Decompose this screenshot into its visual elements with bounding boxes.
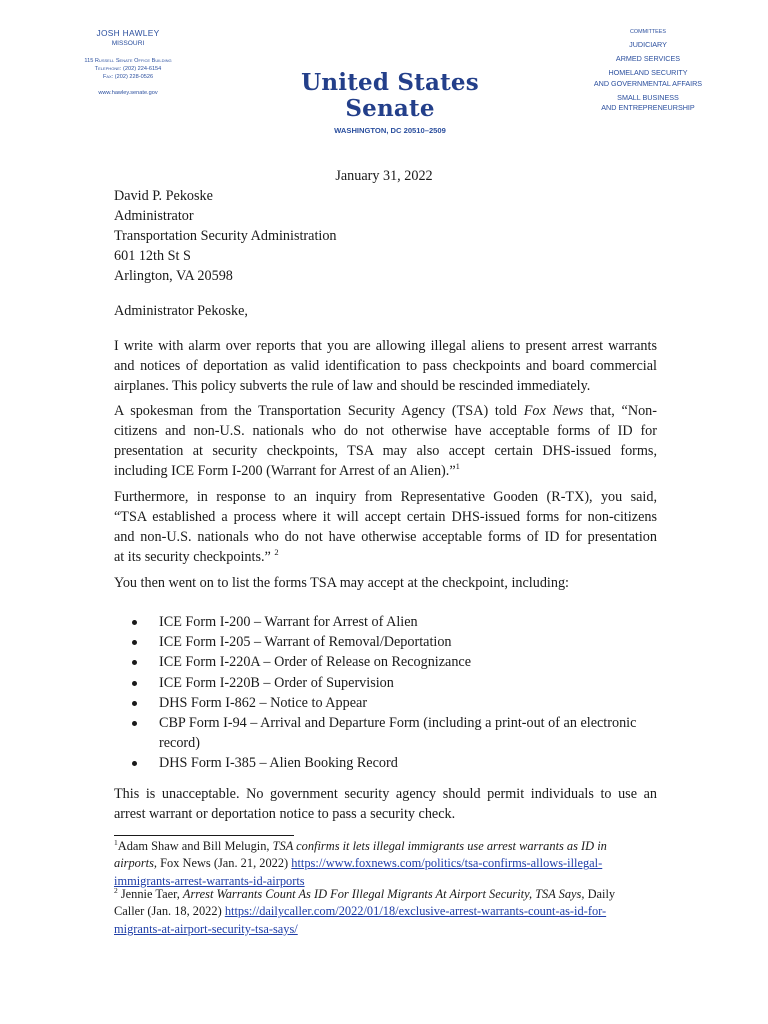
list-item bbox=[114, 713, 674, 733]
letterhead-committees-block bbox=[566, 28, 730, 113]
office-address: 115 Russell Senate Office Building bbox=[84, 58, 172, 64]
list-item-text: DHS Form I-385 – Alien Booking Record bbox=[159, 755, 398, 772]
footnote-source: Fox News (Jan. 21, 2022) bbox=[157, 856, 292, 871]
list-item bbox=[114, 753, 674, 773]
footnote-source: , Daily bbox=[581, 887, 616, 901]
forms-list bbox=[114, 612, 674, 774]
paragraph-line bbox=[114, 461, 657, 481]
office-telephone: Telephone: (202) 224-6154 bbox=[94, 66, 162, 72]
footnote-authors: Adam Shaw and Bill Melugin, bbox=[117, 839, 273, 853]
paragraph-3 bbox=[114, 487, 657, 567]
paragraph-line: airplanes. This policy subverts the rule of law and should be rescinded immediately. bbox=[114, 378, 591, 394]
footnote-authors: Jennie Taer, bbox=[117, 887, 183, 901]
list-item bbox=[114, 693, 674, 713]
footnote-line bbox=[114, 903, 659, 920]
footnote-link[interactable]: https://dailycaller.com/2022/01/18/exclusive-arrest-warrants-count-as-id-for- bbox=[224, 904, 607, 919]
salutation: Administrator Pekoske, bbox=[114, 303, 248, 319]
bullet-icon bbox=[132, 640, 137, 645]
list-item-text: ICE Form I-220B – Order of Supervision bbox=[159, 674, 394, 691]
bullet-icon bbox=[132, 721, 137, 726]
list-item bbox=[114, 673, 674, 693]
bullet-icon bbox=[132, 681, 137, 686]
footnote-link[interactable]: https://www.foxnews.com/politics/tsa-confirms-allows-illegal- bbox=[291, 856, 603, 871]
footnote-title: TSA confirms it lets illegal immigrants use arrest warrants as ID in bbox=[272, 839, 607, 853]
footnote-ref-2[interactable]: 2 bbox=[274, 547, 279, 557]
footnote-title: Arrest Warrants Count As ID For Illegal Migrants At Airport Security, TSA Says bbox=[182, 887, 582, 901]
paragraph-line: presentation at security checkpoints, TSA may also accept certain DHS-issued forms, bbox=[114, 443, 657, 459]
paragraph-line: arrest warrant or deportation notice to pass a security check. bbox=[114, 806, 456, 822]
footnote-divider bbox=[114, 835, 294, 836]
footnote-link[interactable]: immigrants-arrest-warrants-id-airports bbox=[114, 873, 305, 888]
paragraph-text: A spokesman from the Transportation Security Agency (TSA) told bbox=[114, 403, 524, 419]
bullet-icon bbox=[132, 620, 137, 625]
bullet-icon bbox=[132, 761, 137, 766]
footnote-ref-1[interactable]: 1 bbox=[455, 461, 460, 471]
footnote-source: Caller (Jan. 18, 2022) bbox=[114, 904, 225, 919]
list-item bbox=[114, 652, 674, 672]
list-item-continuation bbox=[114, 733, 674, 753]
paragraph-text: at its security checkpoints.” bbox=[114, 549, 275, 565]
list-item bbox=[114, 632, 674, 652]
list-item-text: record) bbox=[159, 735, 200, 752]
committees-heading: COMMITTEES bbox=[630, 29, 666, 35]
paragraph-text: including ICE Form I-200 (Warrant for Arrest of an Alien).” bbox=[114, 463, 456, 479]
letterhead-seal-block bbox=[270, 70, 510, 136]
list-item-text: CBP Form I-94 – Arrival and Departure Form (including a print-out of an electronic bbox=[159, 715, 637, 732]
bullet-icon bbox=[132, 660, 137, 665]
list-item-text: ICE Form I-205 – Warrant of Removal/Deportation bbox=[159, 634, 452, 651]
senate-title: United States Senate bbox=[301, 69, 479, 122]
recipient-city: Arlington, VA 20598 bbox=[114, 268, 233, 284]
committee-item: HOMELAND SECURITY bbox=[608, 68, 688, 78]
footnote-1 bbox=[114, 838, 659, 890]
paragraph-line: I write with alarm over reports that you are allowing illegal aliens to present arrest warrants bbox=[114, 338, 657, 354]
list-item-text: ICE Form I-200 – Warrant for Arrest of Alien bbox=[159, 614, 418, 630]
paragraph-line bbox=[114, 401, 657, 421]
committee-item: ARMED SERVICES bbox=[615, 54, 681, 64]
office-fax: Fax: (202) 228-0526 bbox=[102, 74, 154, 80]
paragraph-line: “TSA established a process where it will accept certain DHS-issued forms for non-citizens bbox=[114, 509, 657, 525]
paragraph-4: You then went on to list the forms TSA may accept at the checkpoint, including: bbox=[114, 575, 569, 591]
paragraph-1 bbox=[114, 336, 657, 396]
footnote-number: 1 bbox=[114, 838, 118, 847]
recipient-title: Administrator bbox=[114, 208, 194, 224]
footnote-line bbox=[114, 921, 659, 938]
committee-item: AND GOVERNMENTAL AFFAIRS bbox=[593, 78, 703, 88]
recipient-name: David P. Pekoske bbox=[114, 188, 213, 204]
committee-item: AND ENTREPRENEURSHIP bbox=[601, 103, 695, 113]
committee-item: JUDICIARY bbox=[629, 40, 667, 49]
committee-item: SMALL BUSINESS bbox=[617, 92, 679, 102]
paragraph-2 bbox=[114, 401, 657, 481]
paragraph-line: Furthermore, in response to an inquiry from Representative Gooden (R-TX), you said, bbox=[114, 489, 657, 505]
recipient-street: 601 12th St S bbox=[114, 248, 191, 264]
paragraph-text: that, “Non- bbox=[583, 403, 657, 419]
paragraph-line: citizens and non-U.S. nationals who do not otherwise have acceptable forms of ID for bbox=[114, 423, 657, 439]
letter-date: January 31, 2022 bbox=[335, 168, 433, 184]
list-item-text: ICE Form I-220A – Order of Release on Recognizance bbox=[159, 654, 472, 671]
footnote-2 bbox=[114, 886, 659, 938]
senator-website: www.hawley.senate.gov bbox=[98, 90, 158, 96]
senator-name: JOSH HAWLEY bbox=[96, 28, 160, 38]
footnote-line bbox=[114, 886, 659, 903]
footnote-title: airports, bbox=[114, 856, 158, 871]
recipient-agency: Transportation Security Administration bbox=[114, 228, 337, 244]
letterhead-senator-block bbox=[40, 28, 216, 97]
senate-city: WASHINGTON, DC 20510–2509 bbox=[334, 126, 446, 135]
footnote-line bbox=[114, 838, 659, 855]
list-item-text: DHS Form I-862 – Notice to Appear bbox=[159, 694, 368, 711]
footnote-line bbox=[114, 855, 659, 872]
footnote-number: 2 bbox=[114, 886, 118, 895]
paragraph-line: and notices of deportation as valid identification to pass checkpoints and board commercial bbox=[114, 358, 657, 374]
bullet-icon bbox=[132, 701, 137, 706]
footnote-link[interactable]: migrants-at-airport-security-tsa-says/ bbox=[114, 921, 298, 936]
paragraph-line bbox=[114, 547, 657, 567]
paragraph-line: This is unacceptable. No government security agency should permit individuals to use an bbox=[114, 786, 657, 802]
paragraph-line: and non-U.S. nationals who do not have otherwise acceptable forms of ID for presentation bbox=[114, 529, 657, 545]
publication-name: Fox News bbox=[523, 403, 584, 419]
paragraph-5 bbox=[114, 784, 657, 824]
senator-state: MISSOURI bbox=[111, 40, 145, 47]
list-item bbox=[114, 612, 674, 632]
